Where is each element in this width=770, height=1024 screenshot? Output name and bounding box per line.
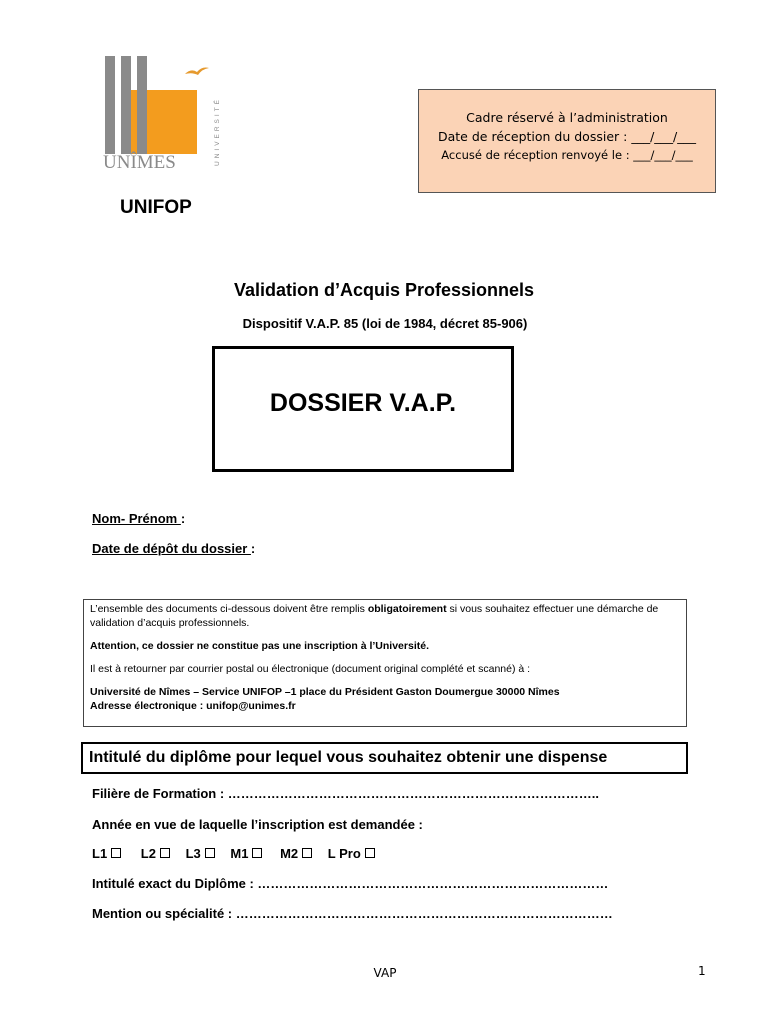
nom-prenom-colon: : xyxy=(180,511,186,526)
checkbox-icon[interactable] xyxy=(160,848,170,858)
info-p1-text: L’ensemble des documents ci-dessous doivent être remplis xyxy=(90,603,368,615)
dossier-title: DOSSIER V.A.P. xyxy=(269,389,457,417)
date-depot-field[interactable] xyxy=(92,541,255,556)
level-lpro-label: L Pro xyxy=(327,846,361,861)
checkbox-icon[interactable] xyxy=(302,848,312,858)
info-email: Adresse électronique : unifop@unimes.fr xyxy=(90,700,296,712)
logo-vertical-text: UNIVERSITÉ xyxy=(214,96,221,166)
info-box xyxy=(83,599,687,727)
level-m1[interactable] xyxy=(230,846,262,861)
level-lpro[interactable] xyxy=(328,846,375,861)
page-title xyxy=(0,280,770,301)
level-checkboxes xyxy=(92,846,387,861)
info-paragraph-1 xyxy=(90,602,680,630)
page-subtitle: Dispositif V.A.P. 85 (loi de 1984, décret 85-906) xyxy=(242,316,528,331)
info-address: Université de Nîmes – Service UNIFOP –1 place du Président Gaston Doumergue 30000 Nîmes xyxy=(90,686,560,698)
level-l2-label: L2 xyxy=(140,846,156,861)
info-attention: Attention, ce dossier ne constitue pas une inscription à l’Université. xyxy=(90,640,429,652)
checkbox-icon[interactable] xyxy=(111,848,121,858)
date-depot-label: Date de dépôt du dossier xyxy=(92,541,251,556)
page-title-text: Validation d’Acquis Professionnels xyxy=(233,280,535,300)
level-m1-label: M1 xyxy=(230,846,249,861)
admin-reserved-box xyxy=(418,89,716,193)
info-return-instructions: Il est à retourner par courrier postal ou électronique (document original complété et scanné) à : xyxy=(90,663,531,675)
filiere-field[interactable]: Filière de Formation : ………………………………………………………………………….. xyxy=(92,786,600,801)
bird-icon xyxy=(185,68,209,76)
level-m2-label: M2 xyxy=(280,846,299,861)
dossier-title-box xyxy=(212,346,514,472)
logo-text: UNÎMES xyxy=(103,152,176,173)
info-p1-bold: obligatoirement xyxy=(367,603,447,615)
logo-bar xyxy=(105,56,115,154)
org-name: UNIFOP xyxy=(120,197,192,218)
level-l1[interactable] xyxy=(92,846,121,861)
page-number: 1 xyxy=(698,964,706,978)
nom-prenom-field[interactable] xyxy=(92,511,185,526)
logo-bar xyxy=(137,56,147,154)
admin-reception-date: Date de réception du dossier : ___/___/___ xyxy=(438,129,696,144)
level-l3[interactable] xyxy=(186,846,215,861)
unimes-logo xyxy=(95,48,230,178)
date-depot-colon: : xyxy=(250,541,256,556)
checkbox-icon[interactable] xyxy=(252,848,262,858)
footer-label: VAP xyxy=(373,966,397,980)
nom-prenom-label: Nom- Prénom xyxy=(92,511,181,526)
annee-label: Année en vue de laquelle l’inscription est demandée : xyxy=(92,817,423,832)
level-l2[interactable] xyxy=(141,846,170,861)
level-l3-label: L3 xyxy=(185,846,201,861)
diploma-heading: Intitulé du diplôme pour lequel vous souhaitez obtenir une dispense xyxy=(81,742,688,774)
info-p1-text-end: si vous souhaitez effectuer une démarche de validation d’acquis professionnels. xyxy=(90,603,659,629)
admin-box-title: Cadre réservé à l’administration xyxy=(466,110,668,125)
admin-acknowledgement-date: Accusé de réception renvoyé le : ___/___/___ xyxy=(441,148,693,162)
checkbox-icon[interactable] xyxy=(365,848,375,858)
level-l1-label: L1 xyxy=(92,846,108,861)
intitule-field[interactable]: Intitulé exact du Diplôme : ……………………………………………………………………… xyxy=(92,876,609,891)
logo-bar xyxy=(121,56,131,154)
checkbox-icon[interactable] xyxy=(205,848,215,858)
mention-field[interactable]: Mention ou spécialité : …………………………………………………………………………… xyxy=(92,906,613,921)
level-m2[interactable] xyxy=(280,846,312,861)
